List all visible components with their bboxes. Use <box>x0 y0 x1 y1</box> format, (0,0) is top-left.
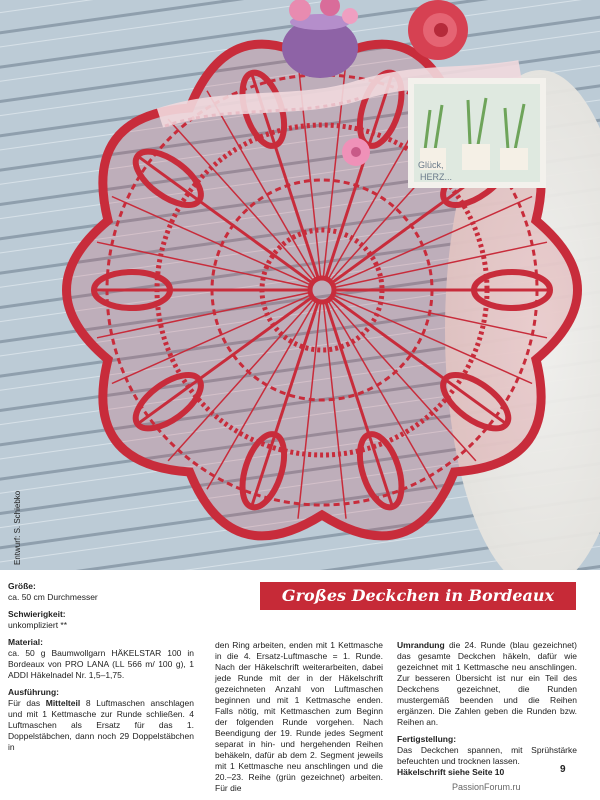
page-number: 9 <box>560 764 566 775</box>
ausfuehrung-post: 8 Luftmaschen anschlagen und mit 1 Kettmasche zur Runde schließen. 4 Luftmaschen als Ersatz für das 1. Doppelstäbchen, dann noch 29 Doppelstäbchen in <box>8 698 194 752</box>
credit-text: Entwurf: S. Schiebko <box>13 490 22 565</box>
watermark: PassionForum.ru <box>452 782 521 792</box>
schwierigkeit-label: Schwierigkeit: <box>8 609 66 619</box>
column-2-text: den Ring arbeiten, enden mit 1 Kettmasche in die 4. Ersatz-Luftmasche = 1. Runde. Nach der Häkelschrift weiterarbeiten, dabei jede Runde mit der in der Häkelschrift gezeichneten Anzahl von Luftmaschen beginnen und mit 1 Kettmasche enden. Falls nötig, mit Kettmaschen zum Beginn der folgenden Runde vorgehen. Nach Beendigung der 19. Runde jedes Segment separat in hin- und hergehenden Reihen behäkeln, dafür ab dem 2. Segment jeweils mit 1 Kettmasche neu anschlingen und die 20.–23. Reihe (grün gezeichnet) arbeiten. Für die <box>215 640 383 793</box>
material-label: Material: <box>8 637 43 647</box>
chart-reference: Häkelschrift siehe Seite 10 <box>397 767 505 777</box>
ausfuehrung-label: Ausführung: <box>8 687 59 697</box>
column-3 <box>397 640 577 784</box>
red-rose <box>408 0 468 60</box>
umrandung-label: Umrandung <box>397 640 445 650</box>
card-text-1: Glück, <box>418 160 444 170</box>
groesse-label: Größe: <box>8 581 36 591</box>
page-title: Großes Deckchen in Bordeaux <box>281 586 555 605</box>
ausfuehrung-pre: Für das <box>8 698 46 708</box>
groesse-text: ca. 50 cm Durchmesser <box>8 592 98 602</box>
fertigstellung-text: Das Deckchen spannen, mit Sprühstärke befeuchten und trocknen lassen. <box>397 745 577 766</box>
photo-credit <box>2 465 22 565</box>
card-text-2: HERZ... <box>420 172 453 182</box>
material-text: ca. 50 g Baumwollgarn HÄKELSTAR 100 in Bordeaux von PRO LANA (LL 566 m/ 100 g), 1 ADDI Häkelnadel Nr. 1,5–1,75. <box>8 648 194 680</box>
fertigstellung-label: Fertigstellung: <box>397 734 457 744</box>
title-banner <box>260 582 576 610</box>
umrandung-text: die 24. Runde (blau gezeichnet) das gesamte Deckchen häkeln, dafür wie gezeichnet mit 1 Kettmasche neu anschlingen. Zur besseren Übersicht ist nur ein Teil des Deckchens gezeichnet, die Runden mustergemäß beenden und die Reihen ergänzen. Die Zahlen geben die Runden bzw. Reihen an. <box>397 640 577 727</box>
column-2 <box>215 640 383 800</box>
mittelteil-term: Mittelteil <box>45 698 81 708</box>
postcard <box>408 78 546 188</box>
schwierigkeit-text: unkompliziert ** <box>8 620 68 630</box>
column-1 <box>8 581 194 759</box>
